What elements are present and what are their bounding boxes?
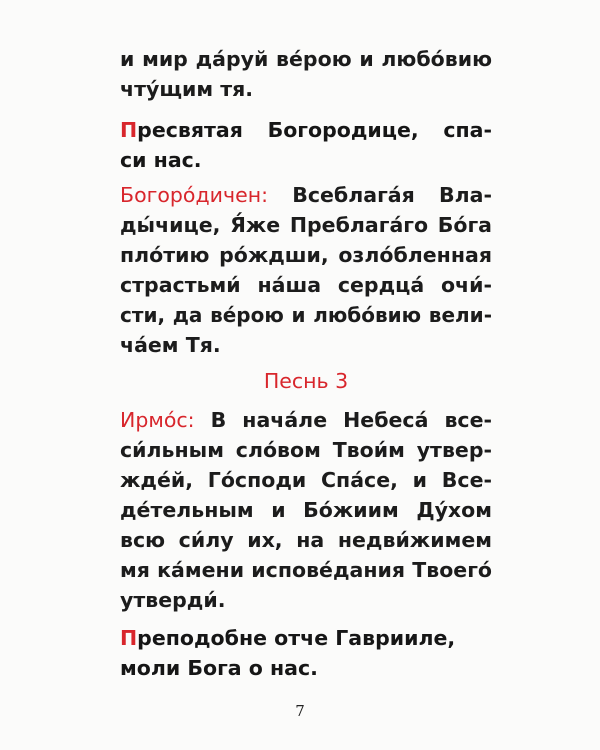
page-number: 7 [295,702,305,720]
stanza-text: Всеблага́я Вла- [268,183,492,207]
rubric-label: Ирмо́с: [120,408,195,432]
text-line: всю си́лу их, на недви́жимем [120,528,492,552]
text-line: жде́й, Го́споди Спа́се, и Все- [120,468,492,492]
text-line: пло́тию ро́ждши, озло́бленная [120,243,492,267]
text-line: мя ка́мени испове́дания Твоего́ [120,558,492,582]
text-line [120,115,492,145]
text-line: чту́щим тя. [120,77,254,101]
text-line: си нас. [120,148,202,172]
verse-continuation [120,44,492,104]
refrain-saint [120,623,492,683]
text-line: утверди́. [120,588,226,612]
text-line [120,180,492,210]
refrain-text: реподобне отче Гаврииле, [137,626,456,650]
text-line: си́льным сло́вом Твои́м утвер- [120,438,492,462]
text-line: ча́ем Тя. [120,333,221,357]
text-line [120,623,492,653]
refrain-text: ресвятая Богородице, спа- [137,118,492,142]
text-line: сти, да ве́рою и любо́вию вели- [120,303,492,327]
ode-heading: Песнь 3 [263,369,349,393]
theotokion-stanza [120,180,492,360]
red-initial: П [120,118,138,142]
text-line: и мир да́руй ве́рою и любо́вию [120,47,492,71]
text-line: де́тельным и Бо́жиим Ду́хом [120,498,492,522]
refrain-theotokos [120,115,492,175]
rubric-label: Богоро́дичен: [120,183,269,207]
text-line: страстьми́ на́ша сердца́ очи́- [120,273,492,297]
stanza-text: В нача́ле Небеса́ все- [194,408,492,432]
red-initial: П [120,626,138,650]
text-line: ды́чице, Я́же Преблага́го Бо́га [120,213,492,237]
irmos-stanza [120,405,492,615]
text-line: моли Бога о нас. [120,656,318,680]
text-line [120,405,492,435]
